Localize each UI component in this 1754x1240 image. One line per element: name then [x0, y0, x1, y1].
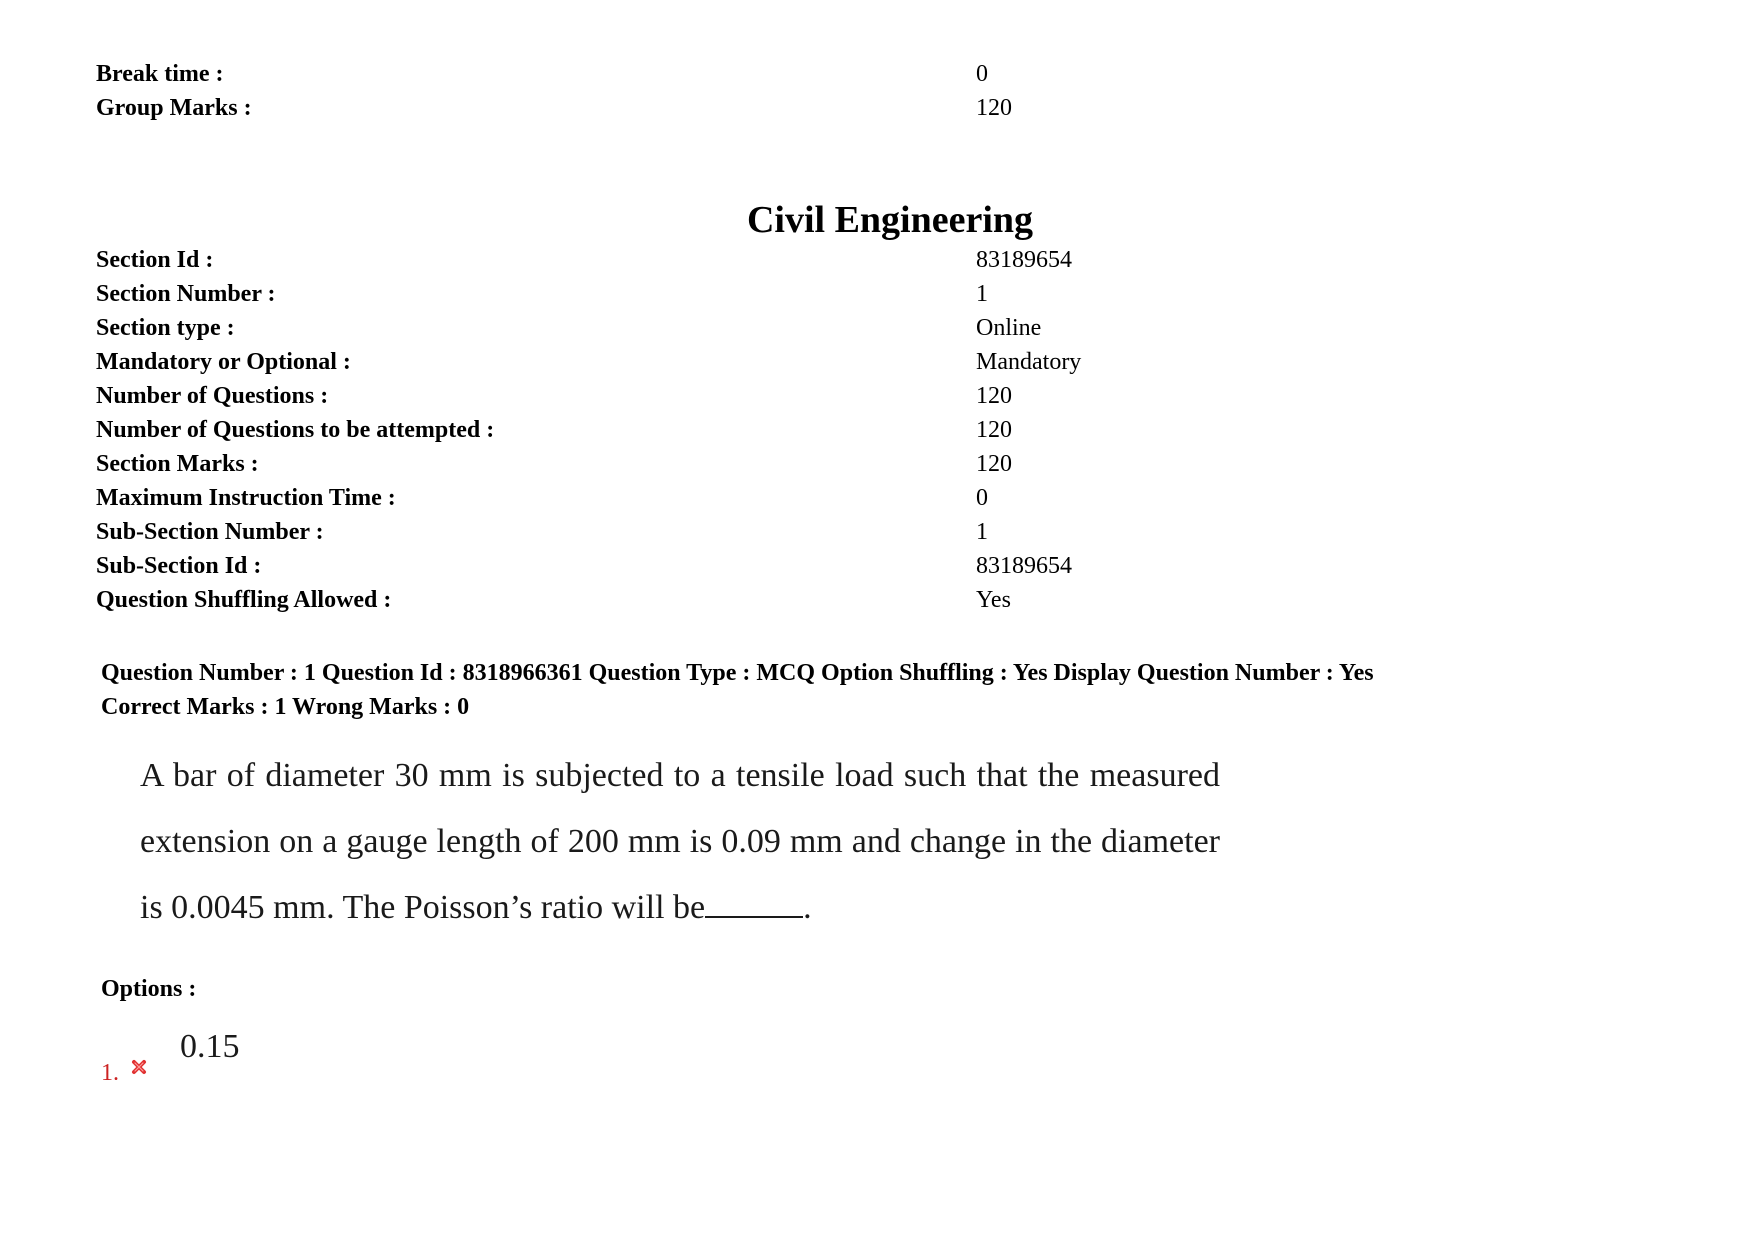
section-title: Civil Engineering: [746, 199, 1034, 241]
field-value: 1: [976, 519, 988, 545]
field-label: Group Marks :: [96, 95, 252, 121]
question-header: Question Number : 1 Question Id : 8318966361 Question Type : MCQ Option Shuffling : Yes Display Question Number : Yes: [101, 660, 1374, 686]
field-label: Section Id :: [96, 247, 214, 273]
field-label: Maximum Instruction Time :: [96, 485, 396, 511]
field-value: 120: [976, 95, 1012, 121]
question-marks: Correct Marks : 1 Wrong Marks : 0: [101, 694, 470, 720]
field-value: 0: [976, 61, 988, 87]
section-row-shuffling: [96, 583, 1396, 617]
field-label: Section type :: [96, 315, 235, 341]
section-row-subsection-id: [96, 549, 1396, 583]
info-row-break-time: [96, 57, 1396, 91]
question-text: [140, 743, 1220, 941]
field-value: 83189654: [976, 553, 1072, 579]
section-row-type: [96, 311, 1396, 345]
field-label: Number of Questions :: [96, 383, 329, 409]
field-value: Mandatory: [976, 349, 1082, 375]
wrong-cross-icon: [130, 1058, 148, 1076]
section-row-marks: [96, 447, 1396, 481]
section-row-mandatory: [96, 345, 1396, 379]
option-number: 1.: [101, 1060, 119, 1086]
field-label: Sub-Section Number :: [96, 519, 324, 545]
field-value: 1: [976, 281, 988, 307]
field-value: Yes: [976, 587, 1011, 613]
field-label: Section Marks :: [96, 451, 259, 477]
options-label: Options :: [101, 976, 197, 1002]
field-value: Online: [976, 315, 1042, 341]
field-value: 120: [976, 417, 1012, 443]
field-label: Mandatory or Optional :: [96, 349, 351, 375]
section-row-instruction-time: [96, 481, 1396, 515]
field-label: Sub-Section Id :: [96, 553, 262, 579]
section-row-subsection-number: [96, 515, 1396, 549]
field-label: Section Number :: [96, 281, 276, 307]
info-row-group-marks: [96, 91, 1396, 125]
section-row-questions-attempted: [96, 413, 1396, 447]
section-row-id: [96, 243, 1396, 277]
field-value: 120: [976, 451, 1012, 477]
question-body: A bar of diameter 30 mm is subjected to a tensile load such that the measured extension on a gauge length of 200 mm is 0.09 mm and change in the diameter is 0.0045 mm. The Poisson’s ratio will be: [140, 757, 1220, 926]
answer-blank: [705, 886, 803, 918]
field-value: 83189654: [976, 247, 1072, 273]
field-value: 120: [976, 383, 1012, 409]
field-label: Question Shuffling Allowed :: [96, 587, 392, 613]
section-row-number: [96, 277, 1396, 311]
question-end: .: [803, 889, 812, 926]
field-value: 0: [976, 485, 988, 511]
field-label: Break time :: [96, 61, 224, 87]
field-label: Number of Questions to be attempted :: [96, 417, 495, 443]
section-row-num-questions: [96, 379, 1396, 413]
option-value: 0.15: [180, 1028, 240, 1065]
